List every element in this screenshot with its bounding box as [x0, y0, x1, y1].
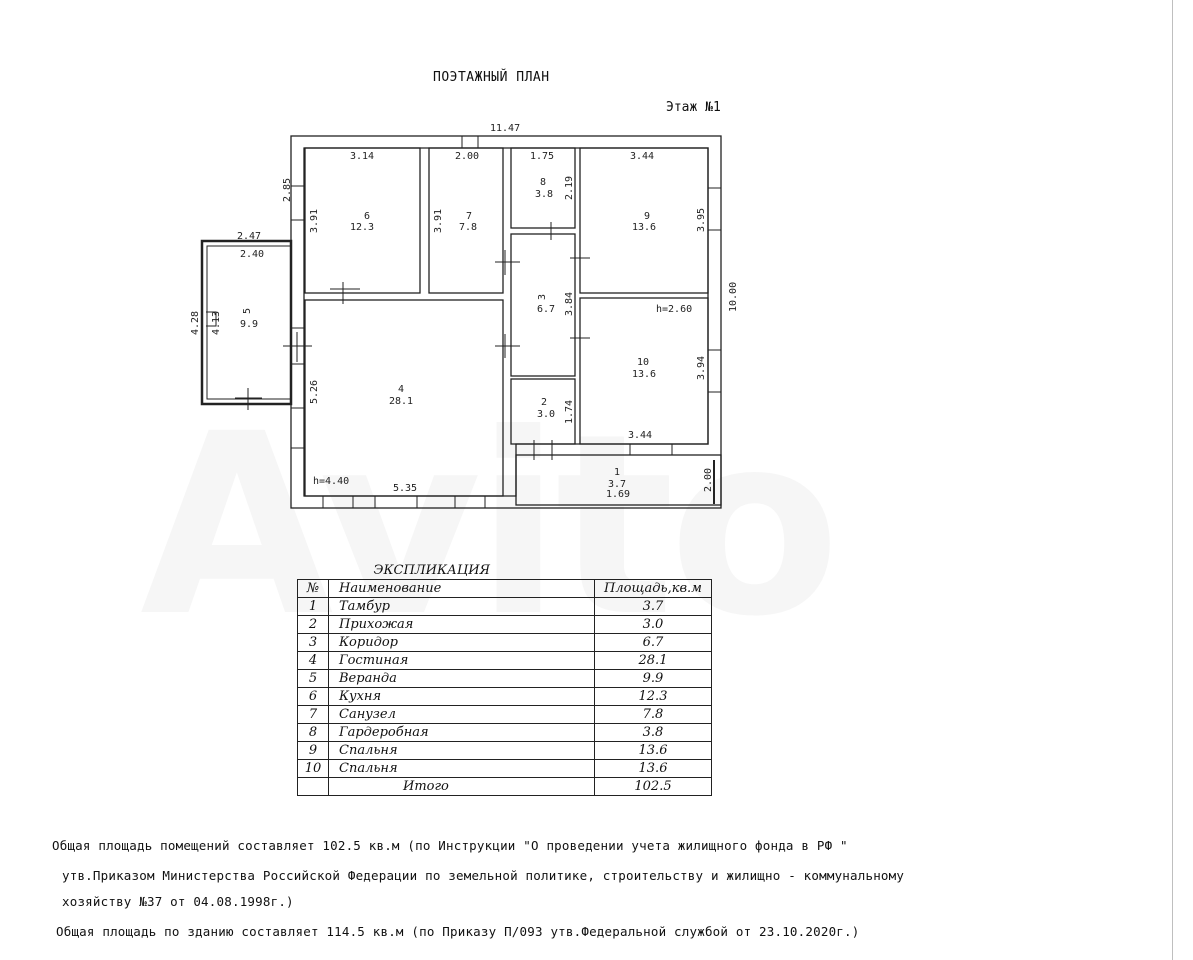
- dim-room7-w: 2.00: [455, 151, 480, 162]
- window-living-left-2: [291, 408, 304, 448]
- dim-room9-w: 3.44: [630, 151, 655, 162]
- dim-overall-width: 11.47: [490, 123, 521, 134]
- note-line-3: хозяйству №37 от 04.08.1998г.): [62, 894, 294, 909]
- note-line-2: утв.Приказом Министерства Российской Федерации по земельной политике, строительству и жилищно - коммунальному: [62, 868, 905, 883]
- dim-room3-h: 3.84: [564, 291, 575, 316]
- room-label-number: 2: [541, 397, 548, 408]
- row-name: Санузел: [329, 706, 595, 724]
- row-name: Прихожая: [329, 616, 595, 634]
- row-area: 13.6: [595, 742, 712, 760]
- window-bottom-1: [323, 496, 353, 508]
- room-6-outline: [305, 148, 420, 293]
- header-area: Площадь,кв.м: [595, 580, 712, 598]
- row-area: 9.9: [595, 670, 712, 688]
- floor-label: Этаж №1: [666, 100, 721, 115]
- row-num: 1: [298, 598, 329, 616]
- total-area: 102.5: [595, 778, 712, 796]
- total-label: Итого: [329, 778, 595, 796]
- dim-overall-height: 10.00: [728, 281, 739, 312]
- room-label-area: 9.9: [240, 319, 259, 330]
- row-name: Коридор: [329, 634, 595, 652]
- plan-title: ПОЭТАЖНЫЙ ПЛАН: [433, 70, 550, 85]
- room-label-area: 3.8: [535, 189, 554, 200]
- row-num: 4: [298, 652, 329, 670]
- table-row: [298, 742, 712, 760]
- table-row: [298, 670, 712, 688]
- room-label-number: 5: [242, 307, 253, 314]
- room-label-number: 3: [537, 293, 548, 300]
- room-label-number: 7: [466, 211, 473, 222]
- row-area: 13.6: [595, 760, 712, 778]
- row-area: 3.8: [595, 724, 712, 742]
- room-label-number: 6: [364, 211, 371, 222]
- table-row: [298, 616, 712, 634]
- door-living: [495, 334, 520, 358]
- note-line-1: Общая площадь помещений составляет 102.5 кв.м (по Инструкции "О проведении учета жилищного фонда в РФ ": [52, 838, 848, 853]
- dim-room4-h: 5.26: [309, 379, 320, 404]
- room-label-area: 13.6: [632, 369, 657, 380]
- dim-room10-w: 3.44: [628, 430, 653, 441]
- dim-room2-h: 1.74: [564, 399, 575, 424]
- window-bedroom-10: [708, 350, 721, 392]
- window-bottom-2: [375, 496, 417, 508]
- table-row: [298, 634, 712, 652]
- dim-veranda-w-inner: 2.40: [240, 249, 265, 260]
- window-room-10-bottom: [630, 444, 672, 455]
- row-num: 6: [298, 688, 329, 706]
- total-num: [298, 778, 329, 796]
- window-top: [462, 136, 478, 148]
- door-hall: [528, 440, 560, 460]
- dim-veranda-w-outer: 2.47: [237, 231, 262, 242]
- door-bedroom-9: [570, 246, 590, 270]
- dim-room1-h: 2.00: [703, 467, 714, 492]
- dim-room6-w: 3.14: [350, 151, 375, 162]
- row-num: 3: [298, 634, 329, 652]
- row-name: Гостиная: [329, 652, 595, 670]
- door-wardrobe: [540, 222, 560, 240]
- room10-ceiling: h=2.60: [656, 304, 693, 315]
- note-line-4: Общая площадь по зданию составляет 114.5 кв.м (по Приказу П/093 утв.Федеральной службой от 23.10.2020г.): [56, 924, 860, 939]
- dim-room8-h: 2.19: [564, 175, 575, 200]
- row-name: Тамбур: [329, 598, 595, 616]
- row-num: 5: [298, 670, 329, 688]
- row-name: Гардеробная: [329, 724, 595, 742]
- row-area: 6.7: [595, 634, 712, 652]
- window-bedroom-9: [708, 188, 721, 230]
- room-label-area: 13.6: [632, 222, 657, 233]
- table-row: [298, 706, 712, 724]
- door-wc: [495, 250, 520, 275]
- room-label-area: 3.0: [537, 409, 556, 420]
- row-area: 3.0: [595, 616, 712, 634]
- explication-table: [297, 562, 712, 796]
- dim-room7-h: 3.91: [433, 208, 444, 233]
- row-name: Спальня: [329, 742, 595, 760]
- row-num: 2: [298, 616, 329, 634]
- exterior-wall-outer: [291, 136, 721, 508]
- room4-ceiling: h=4.40: [313, 476, 350, 487]
- room-label-area: 28.1: [389, 396, 414, 407]
- room-label-area: 6.7: [537, 304, 556, 315]
- table-row: [298, 760, 712, 778]
- table-total-row: [298, 778, 712, 796]
- room-label-number: 8: [540, 177, 547, 188]
- room-label-number: 4: [398, 384, 405, 395]
- row-area: 7.8: [595, 706, 712, 724]
- dim-veranda-h-outer: 4.28: [190, 310, 201, 335]
- dim-veranda-h-inner: 4.13: [211, 310, 222, 335]
- table-row: [298, 688, 712, 706]
- header-name: Наименование: [329, 580, 595, 598]
- dim-room10-h: 3.94: [696, 355, 707, 380]
- dim-room1-w: 1.69: [606, 489, 631, 500]
- dim-room9-h: 3.95: [696, 207, 707, 232]
- row-area: 3.7: [595, 598, 712, 616]
- dim-room4-w: 5.35: [393, 483, 418, 494]
- row-num: 10: [298, 760, 329, 778]
- room-label-area: 7.8: [459, 222, 478, 233]
- header-num: №: [298, 580, 329, 598]
- room-label-number: 9: [644, 211, 651, 222]
- row-num: 8: [298, 724, 329, 742]
- room-label-area: 12.3: [350, 222, 375, 233]
- row-num: 7: [298, 706, 329, 724]
- dim-room8-w: 1.75: [530, 151, 555, 162]
- table-header: [298, 580, 712, 598]
- table-row: [298, 724, 712, 742]
- explication-caption: ЭКСПЛИКАЦИЯ: [298, 562, 712, 580]
- table-row: [298, 652, 712, 670]
- table-row: [298, 598, 712, 616]
- row-area: 12.3: [595, 688, 712, 706]
- window-bottom-3: [455, 496, 485, 508]
- door-veranda: [283, 332, 312, 362]
- room-label-area: 3.7: [608, 479, 627, 490]
- row-area: 28.1: [595, 652, 712, 670]
- row-num: 9: [298, 742, 329, 760]
- door-bedroom-10: [570, 328, 590, 350]
- dim-room6-h: 3.91: [309, 208, 320, 233]
- room-label-number: 1: [614, 467, 621, 478]
- row-name: Веранда: [329, 670, 595, 688]
- room-label-number: 10: [637, 357, 650, 368]
- dim-kitchen-offset: 2.85: [282, 177, 293, 202]
- row-name: Кухня: [329, 688, 595, 706]
- row-name: Спальня: [329, 760, 595, 778]
